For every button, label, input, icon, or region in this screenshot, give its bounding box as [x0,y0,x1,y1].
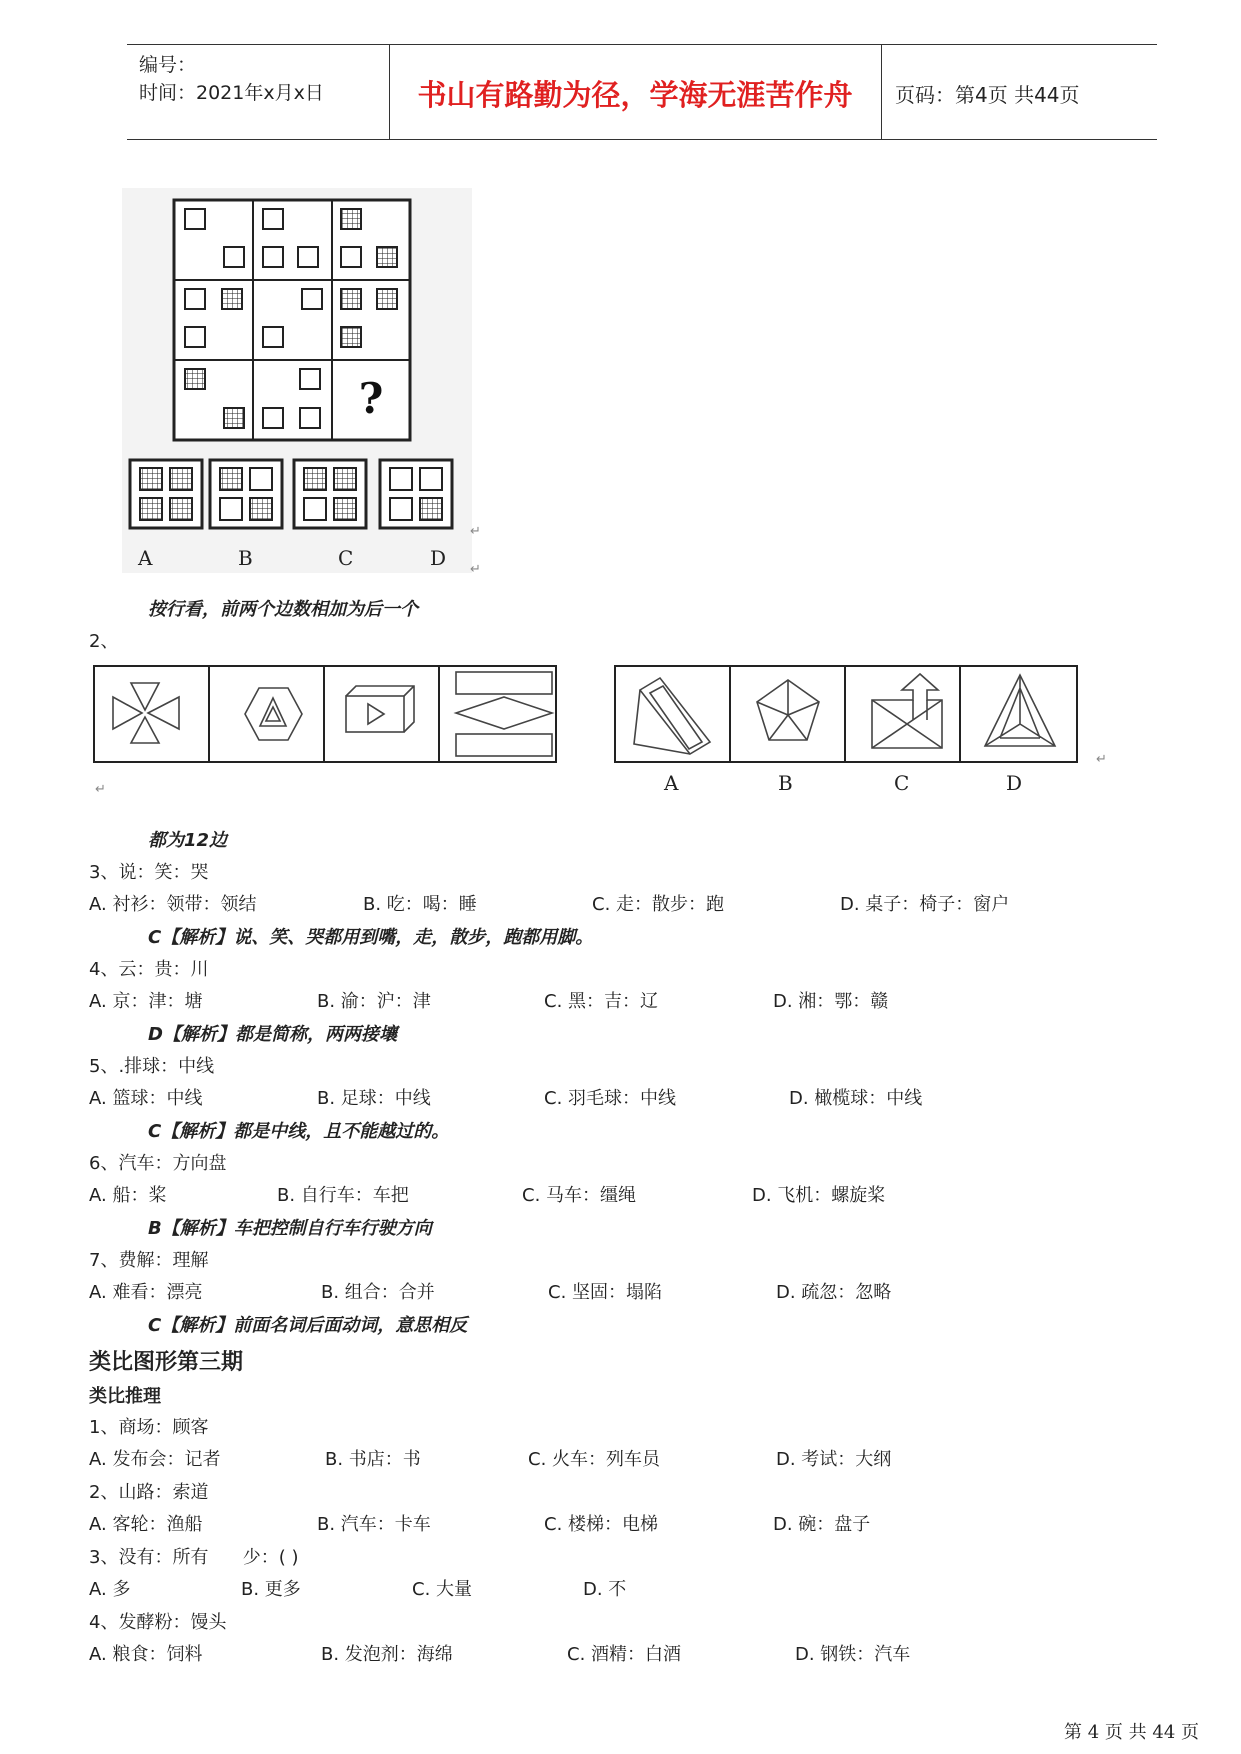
option-c[interactable]: C. 黑：吉：辽 [544,991,659,1012]
option-d[interactable]: D. 考试：大纲 [776,1449,892,1470]
q2-option-label: D [1006,771,1023,795]
header-id-label: 编号： [139,54,197,76]
option-c[interactable]: C. 楼梯：电梯 [544,1514,659,1535]
question-stem: 5、.排球：中线 [89,1056,215,1077]
option-d[interactable]: D. 疏忽：忽略 [776,1282,892,1303]
return-mark: ↵ [470,524,481,539]
option-a[interactable]: A. 难看：漂亮 [89,1282,203,1303]
option-c[interactable]: C. 羽毛球：中线 [544,1088,677,1109]
option-c[interactable]: C. 火车：列车员 [528,1449,661,1470]
option-b[interactable]: B. 书店：书 [325,1449,421,1470]
option-d[interactable]: D. 桌子：椅子：窗户 [840,894,1010,915]
q2-figure [88,660,1098,800]
q1-option-label: B [238,546,253,570]
option-a[interactable]: A. 篮球：中线 [89,1088,203,1109]
option-a[interactable]: A. 粮食：饲料 [89,1644,203,1665]
option-b[interactable]: B. 渝：沪：津 [317,991,431,1012]
section-title: 类比图形第三期 [89,1350,244,1375]
option-b[interactable]: B. 汽车：卡车 [317,1514,431,1535]
header-page-label: 页码：第4页 共44页 [895,83,1080,107]
question-stem: 4、云：贵：川 [89,959,209,980]
question-stem: 4、发酵粉：馒头 [89,1612,227,1633]
return-mark: ↵ [470,562,481,577]
option-c[interactable]: C. 走：散步：跑 [592,894,725,915]
question-answer: B【解析】车把控制自行车行驶方向 [148,1218,432,1239]
question-stem: 7、费解：理解 [89,1250,209,1271]
q2-option-label: C [894,771,910,795]
page-footer: 第 4 页 共 44 页 [1064,1722,1199,1743]
question-stem: 2、山路：索道 [89,1482,209,1503]
option-d[interactable]: D. 不 [583,1579,627,1600]
question-stem: 6、汽车：方向盘 [89,1153,227,1174]
q1-figure [122,188,472,573]
option-b[interactable]: B. 足球：中线 [317,1088,431,1109]
option-a[interactable]: A. 多 [89,1579,131,1600]
page-header [127,44,1157,140]
q2-option-label: B [778,771,793,795]
q1-option-label: A [138,546,153,570]
option-c[interactable]: C. 酒精：白酒 [567,1644,682,1665]
question-answer: C【解析】都是中线，且不能越过的。 [148,1121,450,1142]
question-answer: C【解析】说、笑、哭都用到嘴，走，散步，跑都用脚。 [148,927,594,948]
option-c[interactable]: C. 坚固：塌陷 [548,1282,663,1303]
question-stem: 3、没有：所有 少：( ) [89,1547,299,1568]
option-c[interactable]: C. 马车：缰绳 [522,1185,637,1206]
option-a[interactable]: A. 发布会：记者 [89,1449,221,1470]
question-answer: C【解析】前面名词后面动词，意思相反 [148,1315,468,1336]
option-a[interactable]: A. 衬衫：领带：领结 [89,894,257,915]
option-b[interactable]: B. 自行车：车把 [277,1185,409,1206]
q2-number: 2、 [89,631,119,652]
q1-option-label: C [338,546,354,570]
q2-answer: 都为12边 [148,830,228,851]
option-a[interactable]: A. 客轮：渔船 [89,1514,203,1535]
return-mark: ↵ [1096,752,1107,767]
option-b[interactable]: B. 吃：喝：睡 [363,894,477,915]
q2-option-label: A [664,771,679,795]
header-divider [881,45,882,139]
question-stem: 3、说：笑：哭 [89,862,209,883]
option-d[interactable]: D. 湘：鄂：赣 [773,991,889,1012]
q1-answer: 按行看，前两个边数相加为后一个 [148,599,418,620]
q1-option-label: D [430,546,447,570]
subsection-title: 类比推理 [89,1386,161,1407]
option-d[interactable]: D. 橄榄球：中线 [789,1088,923,1109]
option-a[interactable]: A. 京：津：塘 [89,991,203,1012]
option-b[interactable]: B. 发泡剂：海绵 [321,1644,453,1665]
question-answer: D【解析】都是简称，两两接壤 [148,1024,397,1045]
option-b[interactable]: B. 更多 [241,1579,301,1600]
option-d[interactable]: D. 飞机：螺旋桨 [752,1185,886,1206]
option-d[interactable]: D. 钢铁：汽车 [795,1644,911,1665]
option-b[interactable]: B. 组合：合并 [321,1282,435,1303]
return-mark: ↵ [95,782,106,797]
option-a[interactable]: A. 船：桨 [89,1185,167,1206]
header-motto: 书山有路勤为径，学海无涯苦作舟 [417,78,853,112]
question-stem: 1、商场：顾客 [89,1417,209,1438]
header-meta [139,51,324,107]
option-c[interactable]: C. 大量 [412,1579,473,1600]
option-d[interactable]: D. 碗：盘子 [773,1514,871,1535]
header-time-label: 时间：2021年x月x日 [139,82,324,104]
q1-question-mark: ? [358,374,384,423]
